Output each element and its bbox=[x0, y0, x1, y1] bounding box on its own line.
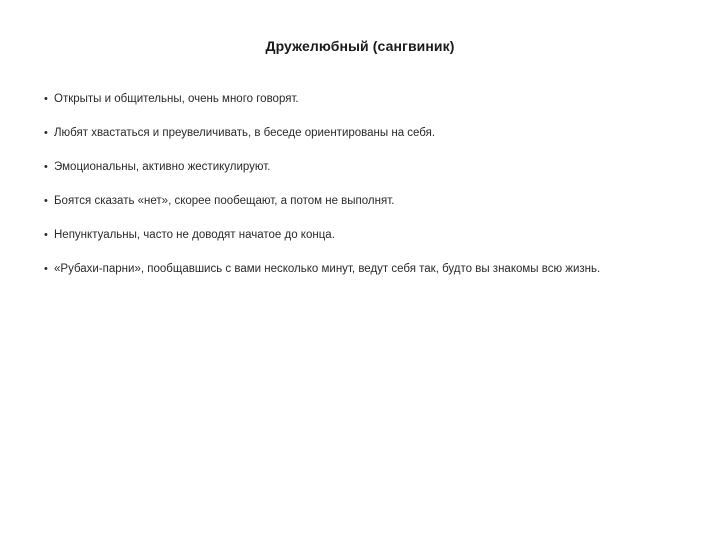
list-item-text: Непунктуальны, часто не доводят начатое до конца. bbox=[54, 229, 335, 241]
bullet-icon: • bbox=[44, 161, 48, 173]
list-item-text: Любят хвастаться и преувеличивать, в беседе ориентированы на себя. bbox=[54, 127, 436, 139]
list-item bbox=[44, 161, 600, 195]
list-item bbox=[44, 195, 600, 229]
list-item-text: Эмоциональны, активно жестикулируют. bbox=[54, 161, 271, 173]
bullet-list bbox=[44, 93, 600, 297]
list-item bbox=[44, 93, 600, 127]
list-item bbox=[44, 263, 600, 297]
bullet-icon: • bbox=[44, 229, 48, 241]
bullet-icon: • bbox=[44, 127, 48, 139]
bullet-icon: • bbox=[44, 195, 48, 207]
list-item bbox=[44, 127, 600, 161]
slide-title: Дружелюбный (сангвиник) bbox=[265, 38, 455, 54]
bullet-icon: • bbox=[44, 93, 48, 105]
list-item bbox=[44, 229, 600, 263]
list-item-text: Боятся сказать «нет», скорее пообещают, а потом не выполнят. bbox=[54, 195, 395, 207]
list-item-text: Открыты и общительны, очень много говорят. bbox=[54, 93, 299, 105]
list-item-text: «Рубахи-парни», пообщавшись с вами несколько минут, ведут себя так, будто вы знакомы всю жизнь. bbox=[54, 263, 601, 275]
bullet-icon: • bbox=[44, 263, 48, 275]
